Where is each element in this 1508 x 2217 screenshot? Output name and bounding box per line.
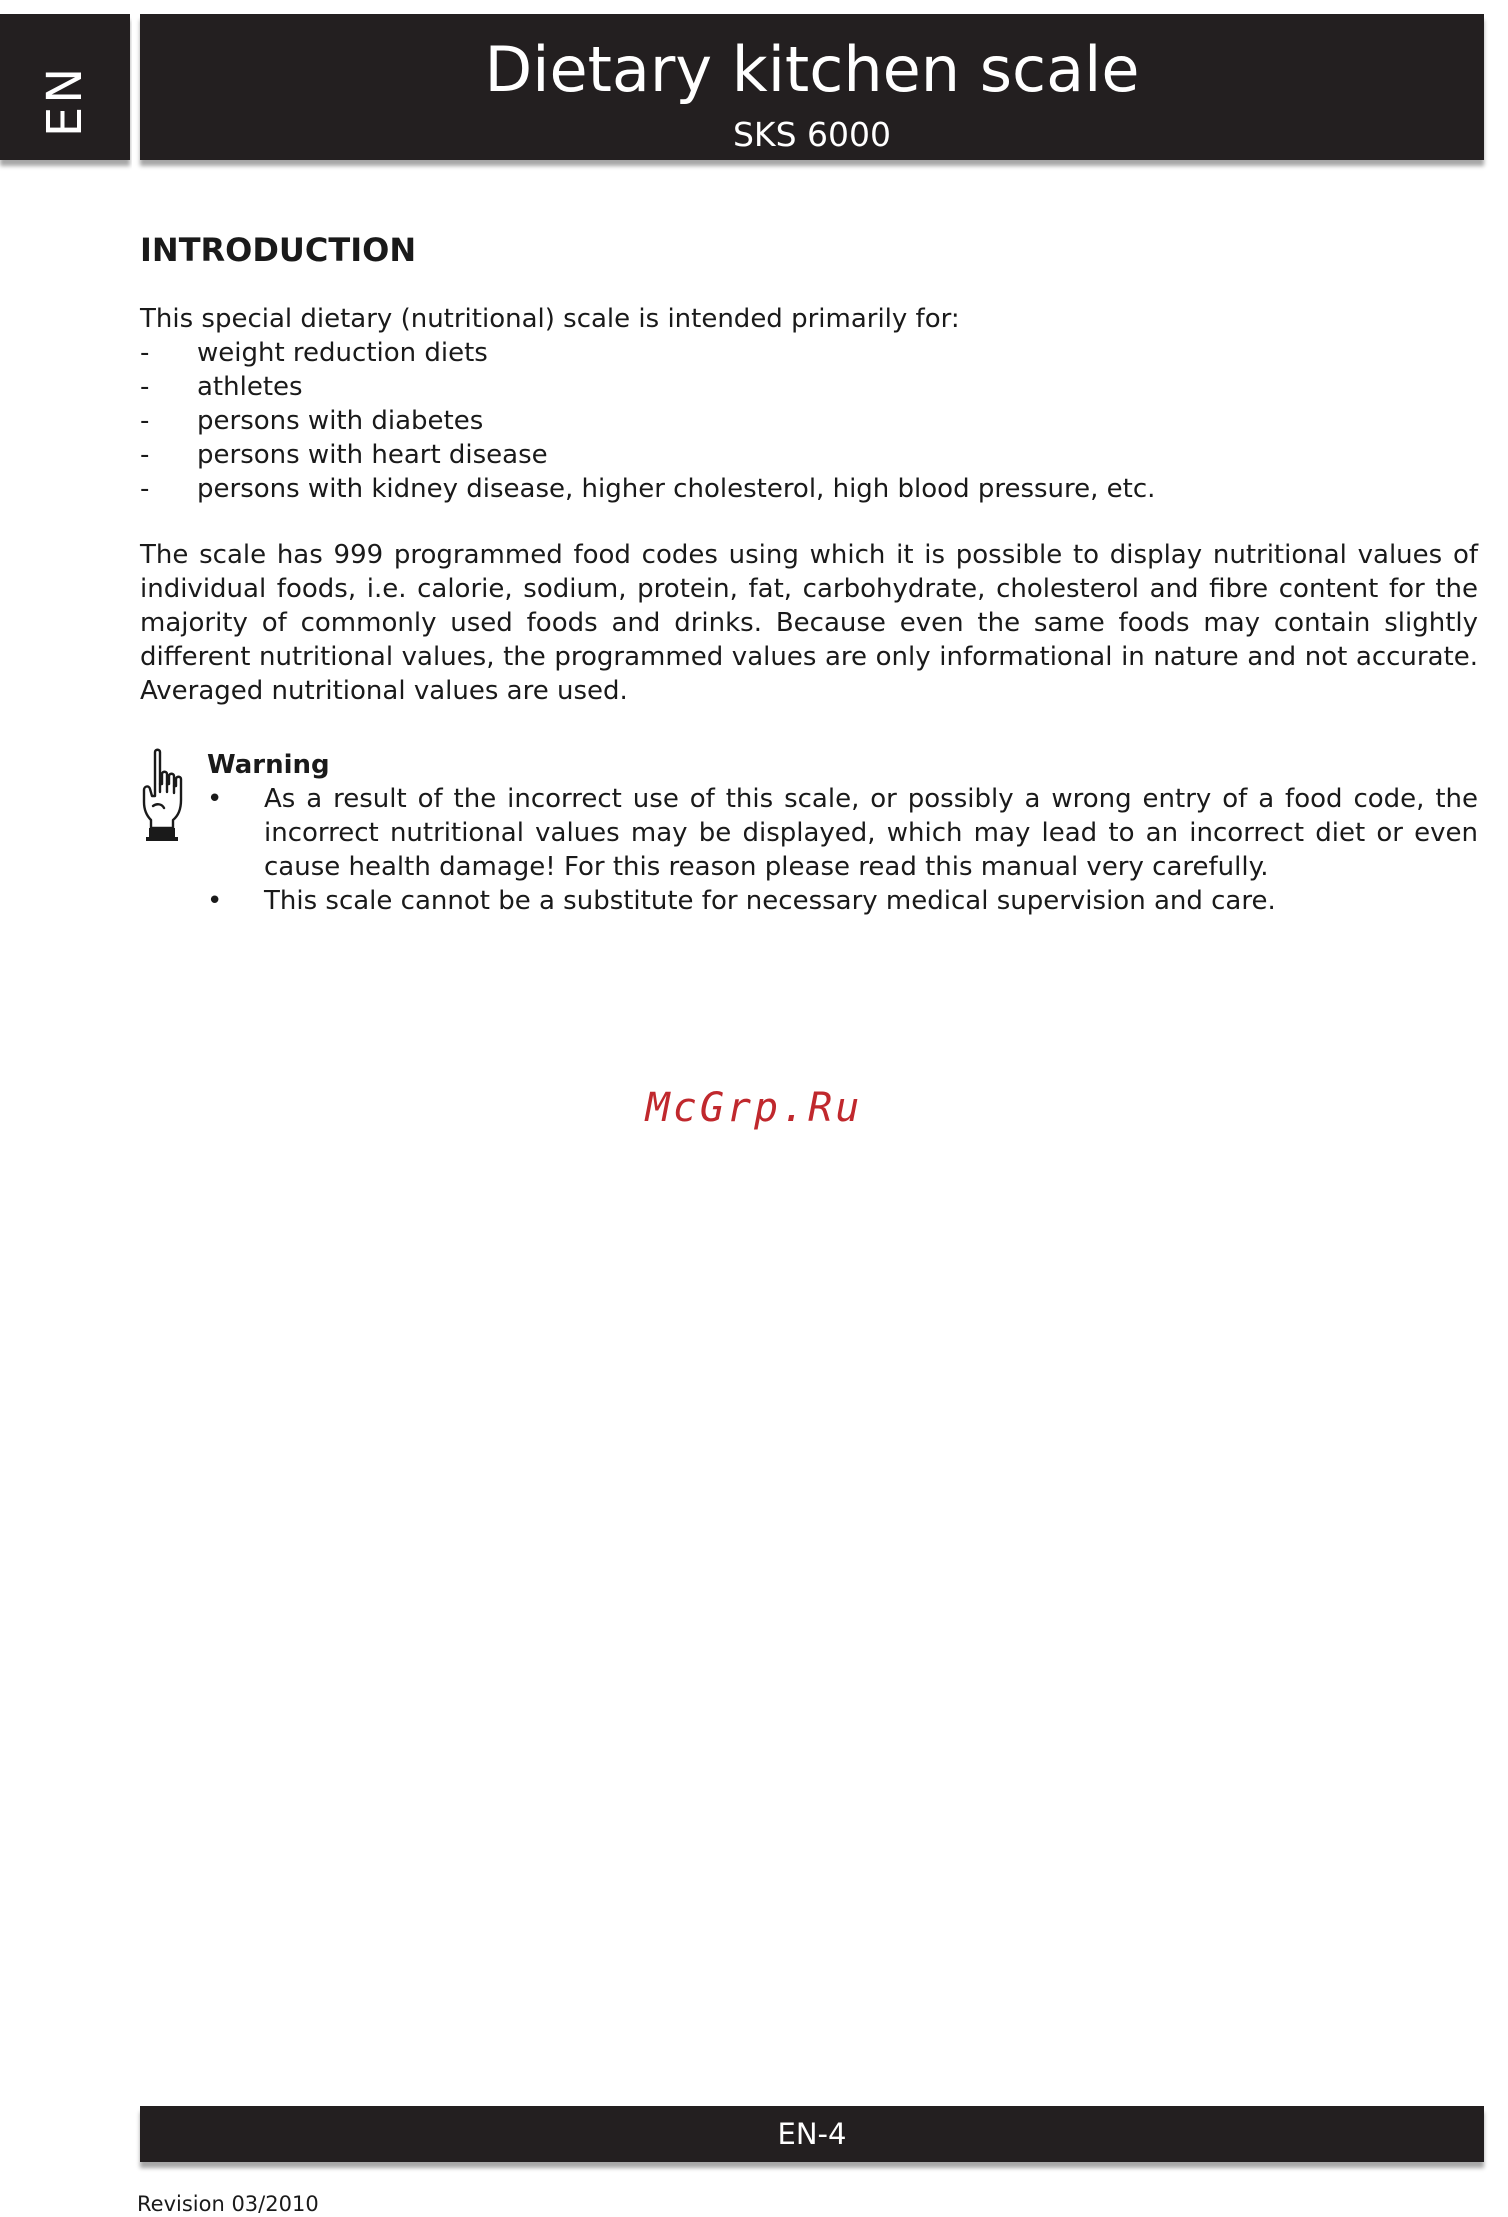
pointing-hand-icon bbox=[140, 748, 192, 846]
list-item-text: weight reduction diets bbox=[197, 338, 488, 368]
list-item bbox=[140, 370, 1478, 404]
description-paragraph: The scale has 999 programmed food codes using which it is possible to display nutritional values of individual foods, i.e. calorie, sodium, protein, fat, carbohydrate, cholesterol and fibre content for the majority of commonly used foods and drinks. Because even the same foods may contain slightly different nutritional values, the programmed values are only informational in nature and not accurate. Averaged nutritional values are used. bbox=[140, 540, 1478, 706]
list-item bbox=[140, 438, 1478, 472]
language-tab-label: EN bbox=[37, 64, 93, 138]
list-item-text: athletes bbox=[197, 372, 303, 402]
list-item bbox=[140, 472, 1478, 506]
list-item bbox=[140, 404, 1478, 438]
dash-marker: - bbox=[140, 440, 150, 470]
bullet-marker: • bbox=[207, 886, 223, 916]
warning-text: As a result of the incorrect use of this scale, or possibly a wrong entry of a food code, the incorrect nutritional values may be displayed, which may lead to an incorrect diet or even cause health damage! For this reason please read this manual very carefully. bbox=[264, 784, 1478, 882]
language-tab bbox=[0, 14, 130, 160]
page-number: EN-4 bbox=[777, 2117, 847, 2151]
header-divider bbox=[132, 8, 136, 168]
dash-marker: - bbox=[140, 372, 150, 402]
list-item-text: persons with diabetes bbox=[197, 406, 484, 436]
list-item bbox=[140, 336, 1478, 370]
dash-marker: - bbox=[140, 406, 150, 436]
header-bar bbox=[140, 14, 1484, 160]
section-heading: INTRODUCTION bbox=[140, 231, 417, 269]
list-item bbox=[207, 782, 1478, 884]
dash-marker: - bbox=[140, 338, 150, 368]
main-content bbox=[140, 230, 1478, 918]
audience-list bbox=[140, 336, 1478, 506]
revision-label: Revision 03/2010 bbox=[137, 2192, 319, 2216]
dash-marker: - bbox=[140, 474, 150, 504]
list-item bbox=[207, 884, 1478, 918]
document-title: Dietary kitchen scale bbox=[484, 33, 1140, 106]
intro-line: This special dietary (nutritional) scale is intended primarily for: bbox=[140, 304, 960, 334]
bullet-marker: • bbox=[207, 784, 223, 814]
footer-bar bbox=[140, 2106, 1484, 2162]
watermark: McGrp.Ru bbox=[645, 1085, 863, 1131]
warning-list bbox=[207, 782, 1478, 918]
list-item-text: persons with heart disease bbox=[197, 440, 548, 470]
warning-block bbox=[140, 748, 1478, 918]
list-item-text: persons with kidney disease, higher cholesterol, high blood pressure, etc. bbox=[197, 474, 1156, 504]
warning-text: This scale cannot be a substitute for necessary medical supervision and care. bbox=[264, 886, 1276, 916]
warning-title: Warning bbox=[207, 750, 330, 780]
model-number: SKS 6000 bbox=[732, 115, 891, 154]
